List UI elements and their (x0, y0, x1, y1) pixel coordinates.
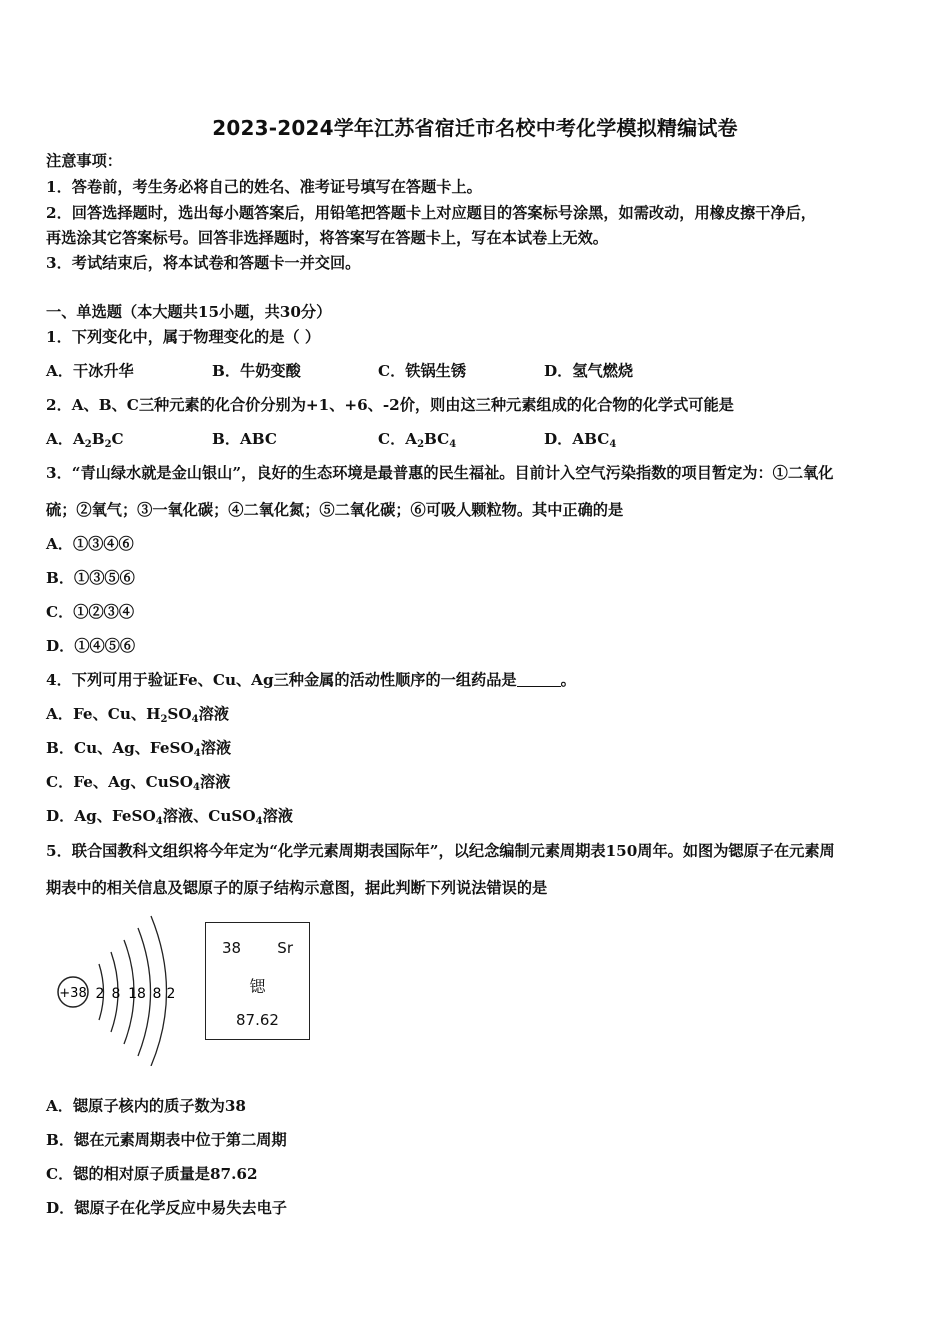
q2-option-a: A．$A_2B_2C$ (46, 430, 124, 450)
q4-option-a: A．Fe、Cu、$H_2SO_4$溶液 (46, 705, 229, 725)
q1-option-a: A．干冰升华 (46, 362, 134, 380)
q1-option-d: D．氢气燃烧 (544, 362, 634, 380)
q3-option-a: A．①③④⑥ (46, 535, 134, 553)
question-2-stem: 2．A、B、C三种元素的化合价分别为+1、+6、-2价，则由这三种元素组成的化合物的化学式可能是 (46, 396, 734, 414)
q2-option-b: B．ABC (212, 430, 278, 448)
notice-item-1: 1．答卷前，考生务必将自己的姓名、准考证号填写在答题卡上。 (46, 178, 482, 196)
question-5-stem-2: 期表中的相关信息及锶原子的原子结构示意图，据此判断下列说法错误的是 (46, 879, 548, 897)
q5-option-d: D．锶原子在化学反应中易失去电子 (46, 1199, 287, 1217)
question-3-stem-1: 3．“青山绿水就是金山银山”，良好的生态环境是最普惠的民生福祉。目前计入空气污染指数的项目暂定为：①二氧化 (46, 464, 834, 482)
q5-option-b: B．锶在元素周期表中位于第二周期 (46, 1131, 287, 1149)
shell-electrons-4: 8 (152, 986, 162, 1002)
q4-option-d: D．Ag、FeSO$_4$溶液、CuSO$_4$溶液 (46, 807, 293, 827)
periodic-table-cell (205, 922, 310, 1040)
atomic-number: 38 (222, 939, 242, 957)
section-heading: 一、单选题（本大题共15小题，共30分） (46, 303, 332, 321)
element-name: 锶 (249, 977, 266, 996)
question-4-stem: 4．下列可用于验证Fe、Cu、Ag三种金属的活动性顺序的一组药品是 。 (46, 671, 576, 689)
answer-blank (517, 672, 561, 687)
q1-option-c: C．铁锅生锈 (378, 362, 467, 380)
question-1-stem: 1．下列变化中，属于物理变化的是（ ） (46, 328, 321, 346)
q2-option-c: C．$A_2BC_4$ (378, 430, 457, 450)
q5-option-c: C．锶的相对原子质量是87.62 (46, 1165, 258, 1183)
q4-option-c: C．Fe、Ag、CuSO$_4$溶液 (46, 773, 231, 793)
notice-heading: 注意事项： (46, 152, 122, 170)
q4-option-b: B．Cu、Ag、FeSO$_4$溶液 (46, 739, 232, 759)
q3-option-d: D．①④⑤⑥ (46, 637, 136, 655)
question-1-options (46, 361, 710, 381)
q5-option-a: A．锶原子核内的质子数为38 (46, 1097, 246, 1115)
notice-item-2b: 再选涂其它答案标号。回答非选择题时，将答案写在答题卡上，写在本试卷上无效。 (46, 229, 608, 247)
shell-electrons-2: 8 (111, 986, 121, 1002)
q3-option-b: B．①③⑤⑥ (46, 569, 135, 587)
q1-option-b: B．牛奶变酸 (212, 362, 301, 380)
atomic-mass: 87.62 (236, 1011, 279, 1029)
element-symbol: Sr (277, 939, 293, 957)
question-2-options (46, 429, 710, 449)
question-3-stem-2: 硫；②氧气；③一氧化碳；④二氧化氮；⑤二氧化碳；⑥可吸人颗粒物。其中正确的是 (46, 501, 624, 519)
notice-item-3: 3．考试结束后，将本试卷和答题卡一并交回。 (46, 254, 361, 272)
strontium-atom-diagram (44, 906, 194, 1066)
q3-option-c: C．①②③④ (46, 603, 135, 621)
notice-item-2a: 2．回答选择题时，选出每小题答案后，用铅笔把答题卡上对应题目的答案标号涂黑，如需改动，用橡皮擦干净后， (46, 204, 816, 222)
question-5-stem-1: 5．联合国教科文组织将今年定为“化学元素周期表国际年”，以纪念编制元素周期表150周年。如图为锶原子在元素周 (46, 842, 835, 860)
shell-electrons-5: 2 (166, 986, 176, 1002)
q2-option-d: D．$ABC_4$ (544, 430, 617, 450)
shell-electrons-1: 2 (95, 986, 105, 1002)
nucleus-charge: +38 (59, 986, 87, 1001)
page-title: 2023-2024学年江苏省宿迁市名校中考化学模拟精编试卷 (212, 116, 738, 140)
shell-electrons-3: 18 (128, 986, 146, 1002)
